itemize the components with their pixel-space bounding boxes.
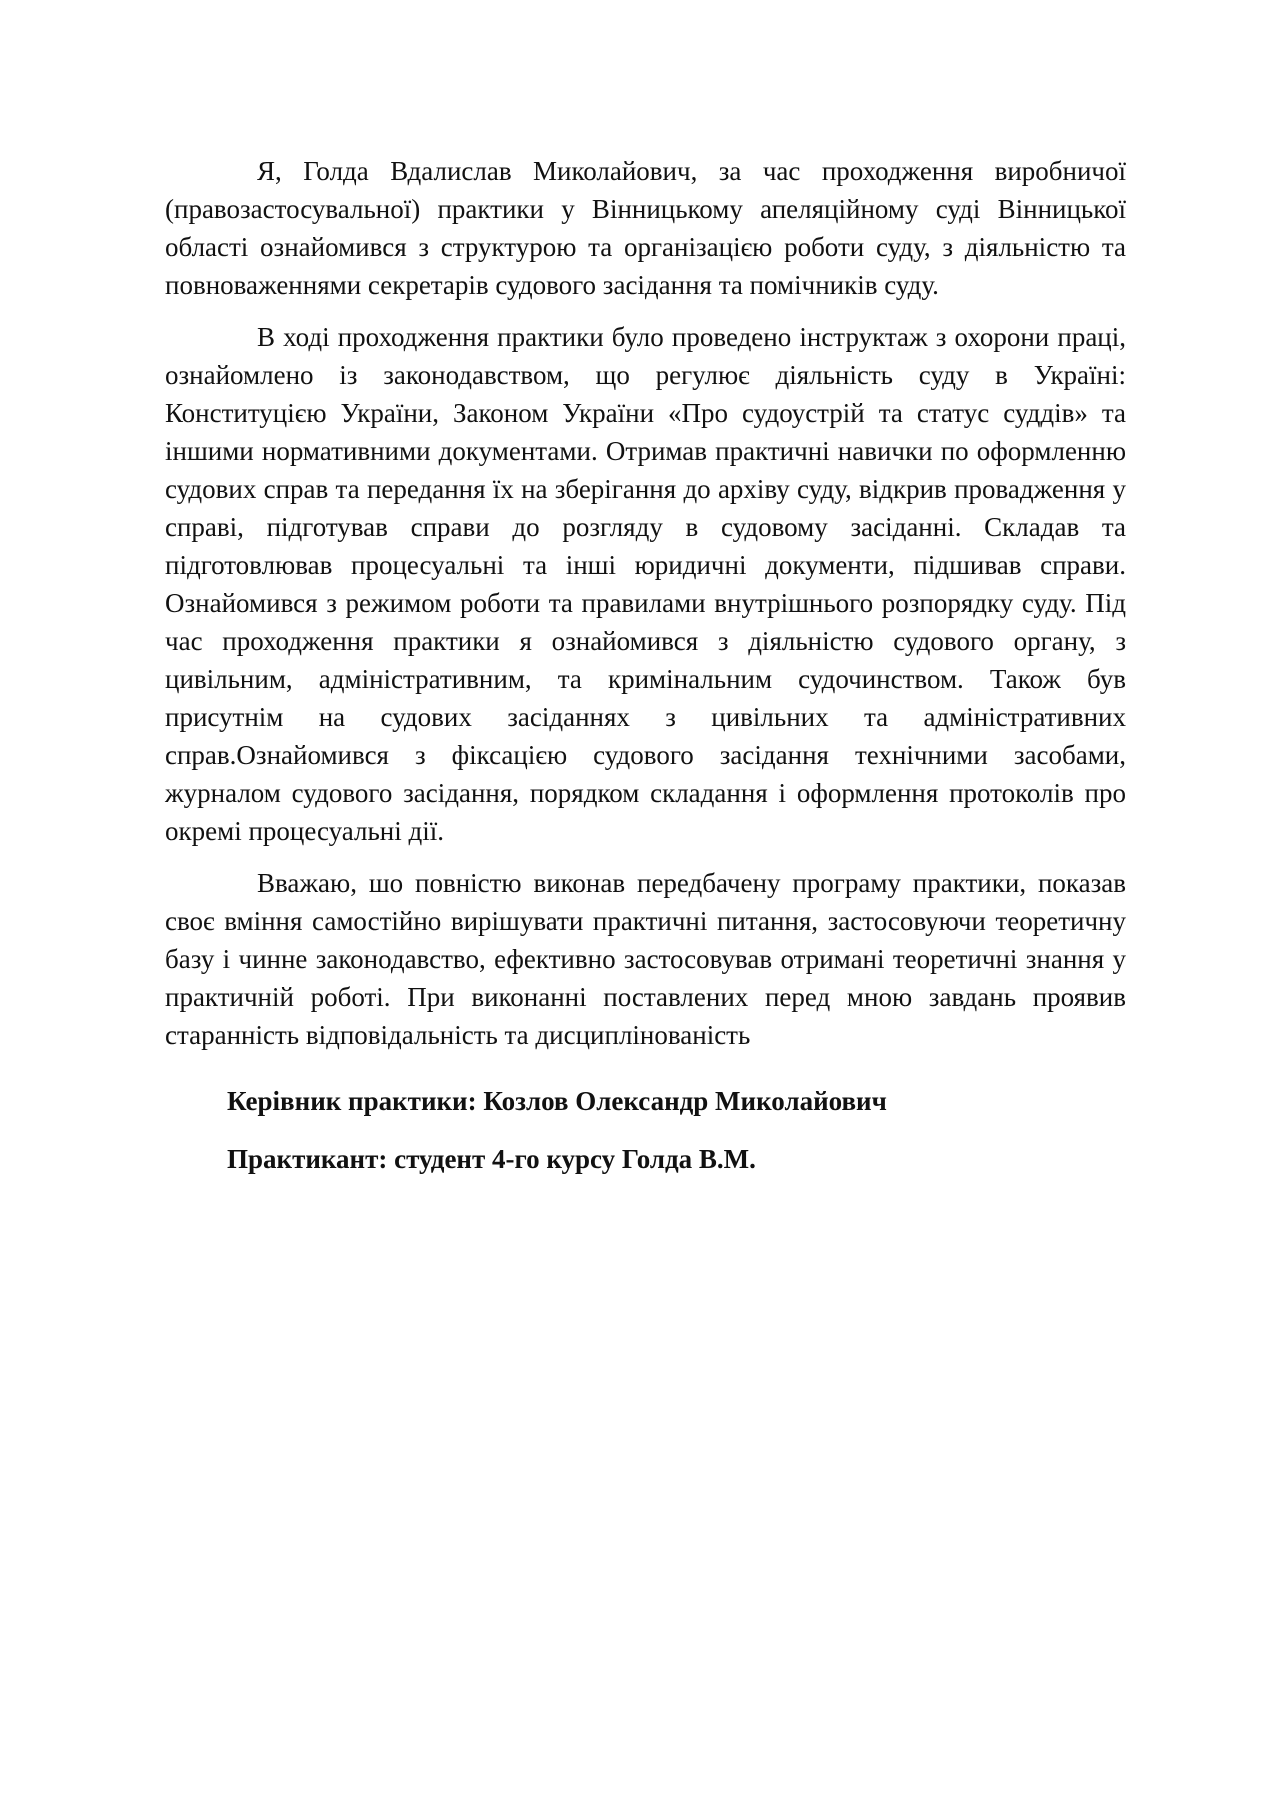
trainee-line: Практикант: студент 4-го курсу Голда В.М. xyxy=(227,1144,756,1174)
paragraph-conclusion: Вважаю, шо повністю виконав передбачену програму практики, показав своє вміння самостійно вирішувати практичні питання, застосовуючи теоретичну базу і чинне законодавство, ефективно застосовував отримані теоретичні знання у практичній роботі. При виконанні поставлених перед мною завдань проявив старанність відповідальність та дисциплінованість xyxy=(165,868,1126,1050)
paragraph-intro: Я, Голда Вдалислав Миколайович, за час проходження виробничої (правозастосувальної) практики у Вінницькому апеляційному суді Вінницької області ознайомився з структурою та організацією роботи суду, з діяльністю та повноваженнями секретарів судового засідання та помічників суду. xyxy=(165,156,1126,300)
paragraph-practice-details: В ході проходження практики було проведено інструктаж з охорони праці, ознайомлено із законодавством, що регулює діяльність суду в Україні: Конституцією України, Законом України «Про судоустрій та статус суддів» та іншими нормативними документами. Отримав практичні навички по оформленню судових справ та передання їх на зберігання до архіву суду, відкрив провадження у справі, підготував справи до розгляду в судовому засіданні. Складав та підготовлював процесуальні та інші юридичні документи, підшивав справи. Ознайомився з режимом роботи та правилами внутрішнього розпорядку суду. Під час проходження практики я ознайомився з діяльністю судового органу, з цивільним, адміністративним, та кримінальним судочинством. Також був присутнім на судових засіданнях з цивільних та адміністративних справ.Ознайомився з фіксацією судового засідання технічними засобами, журналом судового засідання, порядком складання і оформлення протоколів про окремі процесуальні дії. xyxy=(165,322,1126,846)
supervisor-line: Керівник практики: Козлов Олександр Миколайович xyxy=(227,1086,887,1116)
